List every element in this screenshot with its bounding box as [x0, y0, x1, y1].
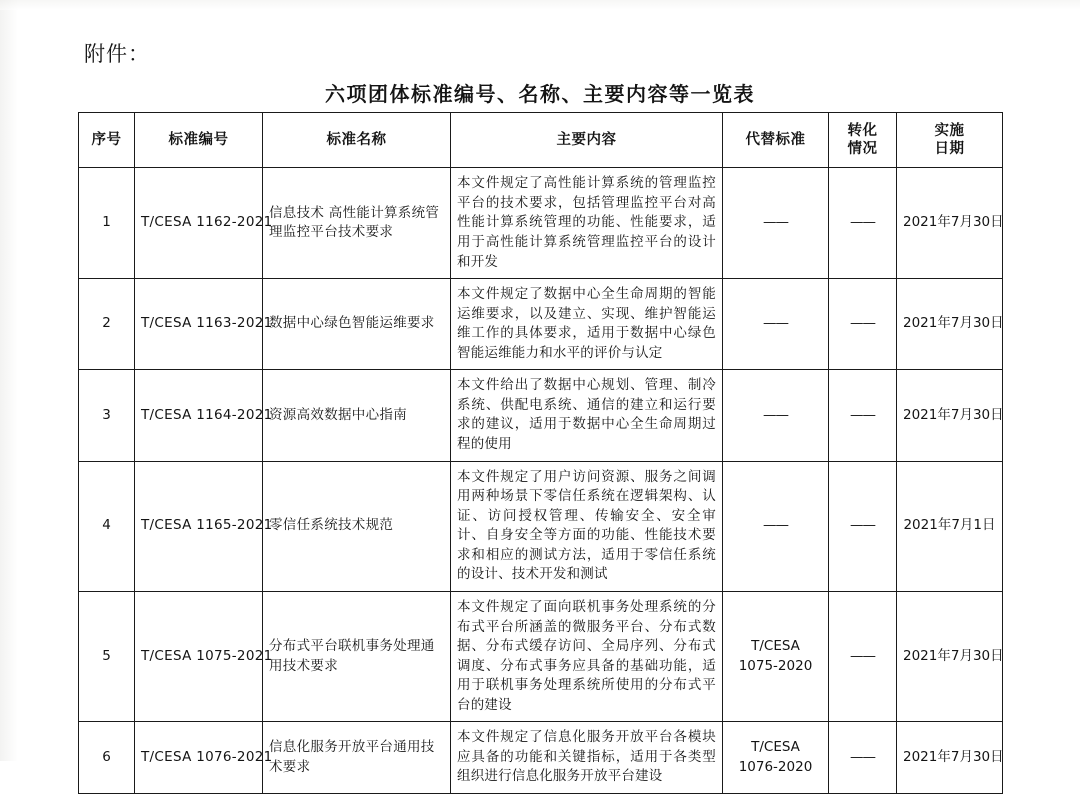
dash-mark: ——: [763, 406, 788, 423]
standards-table: [78, 112, 1003, 794]
cell-name: 信息化服务开放平台通用技术要求: [263, 722, 451, 794]
scan-edge-left: [0, 0, 18, 761]
cell-content: 本文件规定了面向联机事务处理系统的分布式平台所涵盖的微服务平台、分布式数据、分布式缓存访问、全局序列、分布式调度、分布式事务应具备的基础功能，适用于联机事务处理系统所使用的分布式平台的建设: [451, 591, 723, 721]
table-header-row: [79, 113, 1003, 168]
replaced-line1: T/CESA: [751, 638, 800, 655]
cell-name: 分布式平台联机事务处理通用技术要求: [263, 591, 451, 721]
scan-edge-top: [0, 0, 1080, 10]
cell-content: 本文件给出了数据中心规划、管理、制冷系统、供配电系统、通信的建立和运行要求的建议，适用于数据中心全生命周期过程的使用: [451, 370, 723, 461]
dash-mark: ——: [763, 214, 788, 231]
replaced-line2: 1075-2020: [738, 657, 813, 674]
cell-name: 资源高效数据中心指南: [263, 370, 451, 461]
cell-code: T/CESA 1075-2021: [135, 591, 263, 721]
cell-content: 本文件规定了高性能计算系统的管理监控平台的技术要求，包括管理监控平台对高性能计算系统管理的功能、性能要求，适用于高性能计算系统管理监控平台的设计和开发: [451, 168, 723, 279]
table-row: [79, 279, 1003, 370]
header-code: 标准编号: [135, 113, 263, 168]
header-conversion-line1: 转化: [847, 123, 878, 139]
cell-content: 本文件规定了信息化服务开放平台各模块应具备的功能和关键指标，适用于各类型组织进行信息化服务开放平台建设: [451, 722, 723, 794]
cell-date: 2021年7月30日: [897, 279, 1003, 370]
replaced-line1: T/CESA: [751, 739, 800, 756]
table-row: [79, 461, 1003, 591]
dash-mark: ——: [850, 406, 875, 423]
header-replaced: 代替标准: [723, 113, 829, 168]
header-content: 主要内容: [451, 113, 723, 168]
cell-code: T/CESA 1162-2021: [135, 168, 263, 279]
cell-conversion: [829, 722, 897, 794]
dash-mark: ——: [850, 748, 875, 765]
cell-code: T/CESA 1076-2021: [135, 722, 263, 794]
cell-no: 1: [79, 168, 135, 279]
cell-replaced: [723, 591, 829, 721]
cell-date: 2021年7月30日: [897, 370, 1003, 461]
cell-name: 数据中心绿色智能运维要求: [263, 279, 451, 370]
cell-name: 信息技术 高性能计算系统管理监控平台技术要求: [263, 168, 451, 279]
dash-mark: ——: [850, 517, 875, 534]
cell-conversion: [829, 370, 897, 461]
cell-code: T/CESA 1164-2021: [135, 370, 263, 461]
cell-content: 本文件规定了数据中心全生命周期的智能运维要求，以及建立、实现、维护智能运维工作的具体要求，适用于数据中心绿色智能运维能力和水平的评价与认定: [451, 279, 723, 370]
cell-conversion: [829, 168, 897, 279]
attachment-label: 附件：: [84, 42, 150, 66]
cell-conversion: [829, 279, 897, 370]
cell-replaced: [723, 370, 829, 461]
table-row: [79, 168, 1003, 279]
cell-no: 4: [79, 461, 135, 591]
table-row: [79, 591, 1003, 721]
cell-name: 零信任系统技术规范: [263, 461, 451, 591]
cell-code: T/CESA 1163-2021: [135, 279, 263, 370]
table-row: [79, 722, 1003, 794]
table-row: [79, 370, 1003, 461]
header-date: [897, 113, 1003, 168]
cell-no: 2: [79, 279, 135, 370]
cell-no: 6: [79, 722, 135, 794]
header-date-line1: 实施: [934, 123, 965, 139]
cell-code: T/CESA 1165-2021: [135, 461, 263, 591]
cell-date: 2021年7月1日: [897, 461, 1003, 591]
cell-date: 2021年7月30日: [897, 722, 1003, 794]
header-conversion-line2: 情况: [847, 141, 878, 158]
replaced-line2: 1076-2020: [738, 758, 813, 775]
page-title: 六项团体标准编号、名称、主要内容等一览表: [325, 82, 755, 106]
dash-mark: ——: [763, 517, 788, 534]
dash-mark: ——: [850, 315, 875, 332]
cell-replaced: [723, 279, 829, 370]
cell-content: 本文件规定了用户访问资源、服务之间调用两种场景下零信任系统在逻辑架构、认证、访问授权管理、传输安全、安全审计、自身安全等方面的功能、性能技术要求和相应的测试方法，适用于零信任系统的设计、技术开发和测试: [451, 461, 723, 591]
header-conversion: [829, 113, 897, 168]
header-no: 序号: [79, 113, 135, 168]
dash-mark: ——: [850, 647, 875, 664]
cell-no: 3: [79, 370, 135, 461]
header-name: 标准名称: [263, 113, 451, 168]
cell-replaced: [723, 168, 829, 279]
cell-conversion: [829, 461, 897, 591]
dash-mark: ——: [763, 315, 788, 332]
cell-replaced: [723, 461, 829, 591]
cell-conversion: [829, 591, 897, 721]
dash-mark: ——: [850, 214, 875, 231]
cell-date: 2021年7月30日: [897, 168, 1003, 279]
cell-no: 5: [79, 591, 135, 721]
cell-replaced: [723, 722, 829, 794]
cell-date: 2021年7月30日: [897, 591, 1003, 721]
header-date-line2: 日期: [934, 141, 965, 158]
